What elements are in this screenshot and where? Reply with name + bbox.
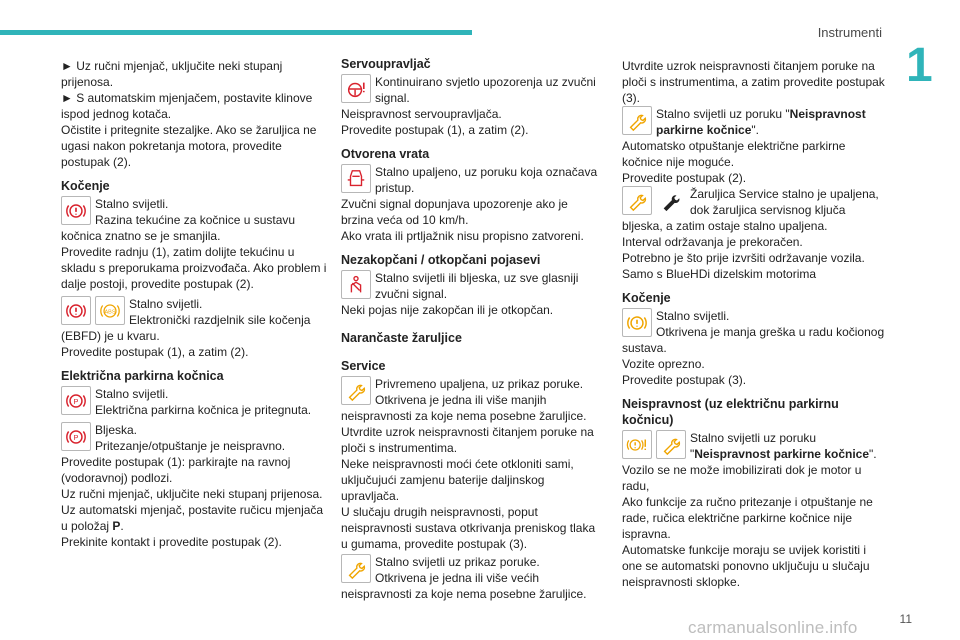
warning-text: Vozite oprezno. xyxy=(622,357,705,371)
svg-text:P: P xyxy=(73,396,79,406)
warning-text: Provedite postupak (1), a zatim (2). xyxy=(61,345,249,359)
heading-service: Service xyxy=(341,359,386,373)
warning-block xyxy=(61,196,327,292)
gear-position: P xyxy=(112,519,121,533)
warning-text: Provedite postupak (2). xyxy=(622,171,747,185)
intro-line: ► S automatskim mjenjačem, postavite klinove ispod jednog kotača. xyxy=(61,91,313,121)
warning-text: Neke neispravnosti moći ćete otkloniti sami, uključujući zamjenu baterije daljinskog upravljača. xyxy=(341,457,574,503)
service-wrench-icon xyxy=(341,376,371,405)
section-title: Instrumenti xyxy=(817,25,882,40)
warning-text: Stalno upaljeno, uz poruku koja označava pristup. xyxy=(375,165,598,195)
chapter-number: 1 xyxy=(906,39,933,92)
intro-line: ► Uz ručni mjenjač, uključite neki stupanj prijenosa. xyxy=(61,59,283,89)
warning-text: Provedite postupak (1), a zatim (2). xyxy=(341,123,529,137)
maintenance-key-icon xyxy=(656,186,686,215)
warning-text: Automatsko otpuštanje električne parkirne kočnice nije moguće. xyxy=(622,139,846,169)
seatbelt-icon xyxy=(341,270,371,299)
warning-text: Žaruljica Service stalno je upaljena, dok žaruljica servisnog ključa bljeska, a zatim ostaje stalno upaljena. xyxy=(622,187,879,233)
warning-block xyxy=(341,74,603,138)
warning-text: Bljeska. xyxy=(95,423,138,437)
warning-text: Interval održavanja je prekoračen. xyxy=(622,235,803,249)
warning-text: Električna parkirna kočnica je pritegnuta. xyxy=(95,403,312,417)
header-accent-bar xyxy=(0,30,472,35)
warning-text: Stalno svijetli. xyxy=(95,197,169,211)
heading-pojas: Nezakopčani / otkopčani pojasevi xyxy=(341,253,541,267)
warning-block xyxy=(341,376,603,552)
warning-text: Ako funkcije za ručno pritezanje i otpuštanje ne rade, ručica električne parkirne kočnice nije ispravna. xyxy=(622,495,873,541)
brake-warning-icon xyxy=(61,196,91,225)
punct: ". xyxy=(751,123,759,137)
warning-text: Ako vrata ili prtljažnik nisu propisno zatvoreni. xyxy=(341,229,584,243)
warning-text: Elektronički razdjelnik sile kočenja (EBFD) je u kvaru. xyxy=(61,313,311,343)
heading-orange: Narančaste žaruljice xyxy=(341,331,462,345)
warning-text: Privremeno upaljena, uz prikaz poruke. xyxy=(375,377,584,391)
warning-text: Stalno svijetli. xyxy=(95,387,169,401)
abs-icon xyxy=(95,296,125,325)
warning-text: Stalno svijetli. xyxy=(129,297,203,311)
message-name: Neispravnost parkirne kočnice xyxy=(656,107,866,137)
warning-block xyxy=(341,164,603,244)
warning-text: Stalno svijetli uz poruku " xyxy=(656,107,790,121)
warning-text: Stalno svijetli uz poruku " xyxy=(690,431,817,461)
warning-text: Otkrivena je jedna ili više većih neispravnosti za koje nema posebne žaruljice. xyxy=(341,571,587,601)
steering-warning-icon xyxy=(341,74,371,103)
svg-text:P: P xyxy=(73,432,79,442)
heading-epb-fault: Neispravnost (uz električnu parkirnu kočnicu) xyxy=(622,397,839,427)
warning-text: Vozilo se ne može imobilizirati dok je motor u radu, xyxy=(622,463,862,493)
heading-kocenje-orange: Kočenje xyxy=(622,291,671,305)
heading-vrata: Otvorena vrata xyxy=(341,147,430,161)
warning-block xyxy=(622,430,888,590)
service-wrench-icon xyxy=(622,186,652,215)
warning-text: Stalno svijetli ili bljeska, uz sve glasniji zvučni signal. xyxy=(375,271,579,301)
warning-block xyxy=(622,308,888,388)
parking-brake-icon xyxy=(61,386,91,415)
warning-text: Potrebno je što prije izvršiti održavanje vozila. xyxy=(622,251,865,265)
page-number: 11 xyxy=(899,612,912,626)
warning-text: Uz ručni mjenjač, uključite neki stupanj prijenosa. xyxy=(61,487,323,501)
service-wrench-icon xyxy=(656,430,686,459)
warning-text: Razina tekućine za kočnice u sustavu kočnica znatno se je smanjila. xyxy=(61,213,296,243)
brake-warning-icon xyxy=(61,296,91,325)
warning-text: Neki pojas nije zakopčan ili je otkopčan. xyxy=(341,303,554,317)
warning-text: Provedite radnju (1), zatim dolijte tekućinu u skladu s preporukama proizvođača. Ako problem i dalje postoji, provedite postupak (2). xyxy=(61,245,327,291)
service-wrench-icon xyxy=(622,106,652,135)
warning-text: Pritezanje/otpuštanje je neispravno. xyxy=(95,439,286,453)
parking-brake-icon xyxy=(61,422,91,451)
message-name: Neispravnost parkirne kočnice xyxy=(694,447,870,461)
warning-block xyxy=(61,422,327,550)
parking-brake-fault-icon xyxy=(622,430,652,459)
warning-text: U slučaju drugih neispravnosti, poput neispravnosti sustava otkrivanja preniskog tlaka u gumama, provedite postupak (3). xyxy=(341,505,596,551)
punct: . xyxy=(120,519,124,533)
warning-text: Stalno svijetli. xyxy=(656,309,730,323)
warning-text: Zvučni signal dopunjava upozorenje ako je brzina veća od 10 km/h. xyxy=(341,197,568,227)
warning-text: Provedite postupak (1): parkirajte na ravnoj (vodoravnoj) podlozi. xyxy=(61,455,291,485)
warning-text: Automatske funkcije moraju se uvijek koristiti i one se automatski ponovno uključuju u slučaju neispravnosti sklopke. xyxy=(622,543,870,589)
warning-block xyxy=(61,296,327,360)
warning-text: Otkrivena je jedna ili više manjih neispravnosti za koje nema posebne žaruljice. xyxy=(341,393,587,423)
heading-epb: Električna parkirna kočnica xyxy=(61,369,224,383)
column-3 xyxy=(622,58,888,590)
brake-warning-icon xyxy=(622,308,652,337)
warning-text: Stalno svijetli uz prikaz poruke. xyxy=(375,555,540,569)
warning-block xyxy=(341,270,603,318)
warning-text: Provedite postupak (3). xyxy=(622,373,747,387)
warning-text: Prekinite kontakt i provedite postupak (2). xyxy=(61,535,282,549)
warning-block xyxy=(341,554,603,602)
column-1 xyxy=(61,58,327,550)
warning-text: Otkrivena je manja greška u radu kočionog sustava. xyxy=(622,325,885,355)
punct: ". xyxy=(869,447,877,461)
intro-line: Očistite i pritegnite stezaljke. Ako se žaruljica ne ugasi nakon pokretanja motora, provedite postupak (2). xyxy=(61,123,317,169)
warning-block xyxy=(622,186,888,282)
warning-text: Samo s BlueHDi dizelskim motorima xyxy=(622,267,817,281)
door-open-icon xyxy=(341,164,371,193)
warning-text: Utvrdite uzrok neispravnosti čitanjem poruke na ploči s instrumentima. xyxy=(341,425,594,455)
watermark-url: carmanualsonline.info xyxy=(688,618,858,637)
warning-text: Kontinuirano svjetlo upozorenja uz zvučni signal. xyxy=(375,75,596,105)
svg-text:ABS: ABS xyxy=(104,308,116,315)
heading-kocenje: Kočenje xyxy=(61,179,110,193)
warning-text: Uz automatski mjenjač, postavite ručicu mjenjača u položaj xyxy=(61,503,324,533)
column-2 xyxy=(341,58,603,602)
service-wrench-icon xyxy=(341,554,371,583)
heading-servo: Servoupravljač xyxy=(341,57,431,71)
warning-text: Neispravnost servoupravljača. xyxy=(341,107,502,121)
warning-block xyxy=(61,386,327,418)
warning-block xyxy=(622,106,888,186)
warning-text: Utvrdite uzrok neispravnosti čitanjem poruke na ploči s instrumentima, a zatim provedite postupak (3). xyxy=(622,59,885,105)
